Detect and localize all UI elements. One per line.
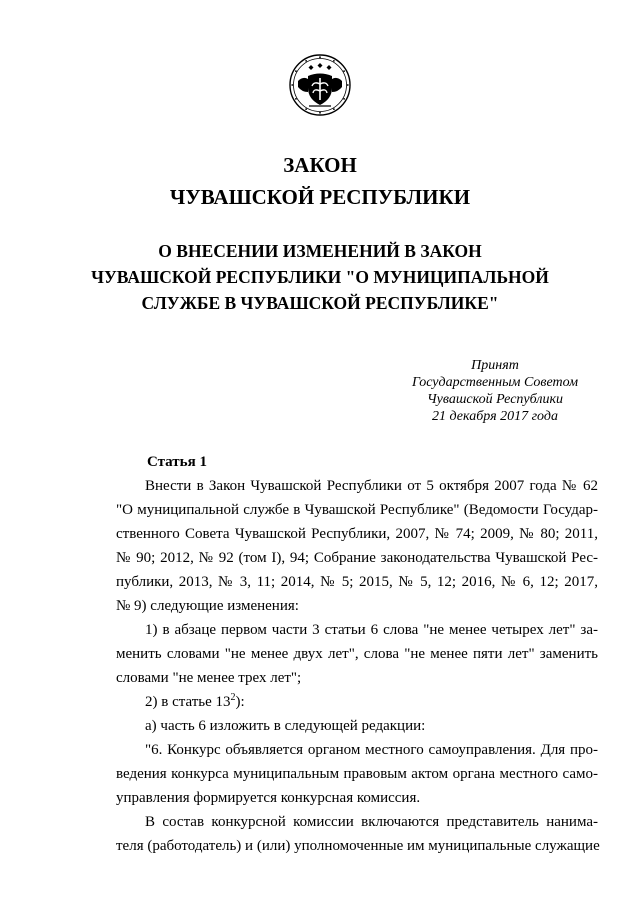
body-line: публики, 2013, № 3, 11; 2014, № 5; 2015, № 5, 12; 2016, № 6, 12; 2017,: [116, 574, 598, 590]
superscript-number: 2: [230, 692, 236, 703]
body-line-text: 2) в статье 13: [145, 694, 231, 710]
body-line-text: ):: [235, 694, 245, 710]
article-heading: Статья 1: [147, 454, 207, 470]
law-subtitle-line-1: О ВНЕСЕНИИ ИЗМЕНЕНИЙ В ЗАКОН: [158, 241, 482, 261]
body-line: № 9) следующие изменения:: [116, 598, 299, 614]
law-subtitle-line-2: ЧУВАШСКОЙ РЕСПУБЛИКИ "О МУНИЦИПАЛЬНОЙ: [91, 267, 549, 287]
body-line: менить словами "не менее двух лет", слова "не менее пяти лет" заменить: [116, 646, 598, 662]
body-line: теля (работодатель) и (или) уполномоченные им муниципальные служащие: [116, 838, 600, 854]
body-line: [145, 692, 598, 712]
body-line: ственного Совета Чувашской Республики, 2007, № 74; 2009, № 80; 2011,: [116, 526, 598, 542]
body-line: Внести в Закон Чувашской Республики от 5 октября 2007 года № 62: [145, 478, 598, 494]
adoption-note-line-1: Принят: [471, 358, 519, 373]
body-line: В состав конкурсной комиссии включаются представитель нанима-: [145, 814, 598, 830]
chuvash-republic-coat-of-arms-icon: [289, 54, 351, 116]
body-line: "6. Конкурс объявляется органом местного самоуправления. Для про-: [145, 742, 598, 758]
body-line: ведения конкурса муниципальным правовым актом органа местного само-: [116, 766, 598, 782]
law-title: ЗАКОН: [283, 153, 357, 177]
body-line: "О муниципальной службе в Чувашской Республике" (Ведомости Государ-: [116, 502, 598, 518]
body-line: 1) в абзаце первом части 3 статьи 6 слова "не менее четырех лет" за-: [145, 622, 598, 638]
body-line: а) часть 6 изложить в следующей редакции:: [145, 718, 426, 734]
law-title-republic: ЧУВАШСКОЙ РЕСПУБЛИКИ: [169, 185, 471, 209]
body-line: № 90; 2012, № 92 (том I), 94; Собрание законодательства Чувашской Рес-: [116, 550, 598, 566]
adoption-note-line-3: Чувашской Республики: [427, 392, 563, 407]
body-line: управления формируется конкурсная комиссия.: [116, 790, 421, 806]
law-subtitle-line-3: СЛУЖБЕ В ЧУВАШСКОЙ РЕСПУБЛИКЕ": [141, 293, 499, 313]
body-line: словами "не менее трех лет";: [116, 670, 302, 686]
adoption-date: 21 декабря 2017 года: [432, 409, 558, 424]
adoption-note-line-2: Государственным Советом: [411, 375, 579, 390]
